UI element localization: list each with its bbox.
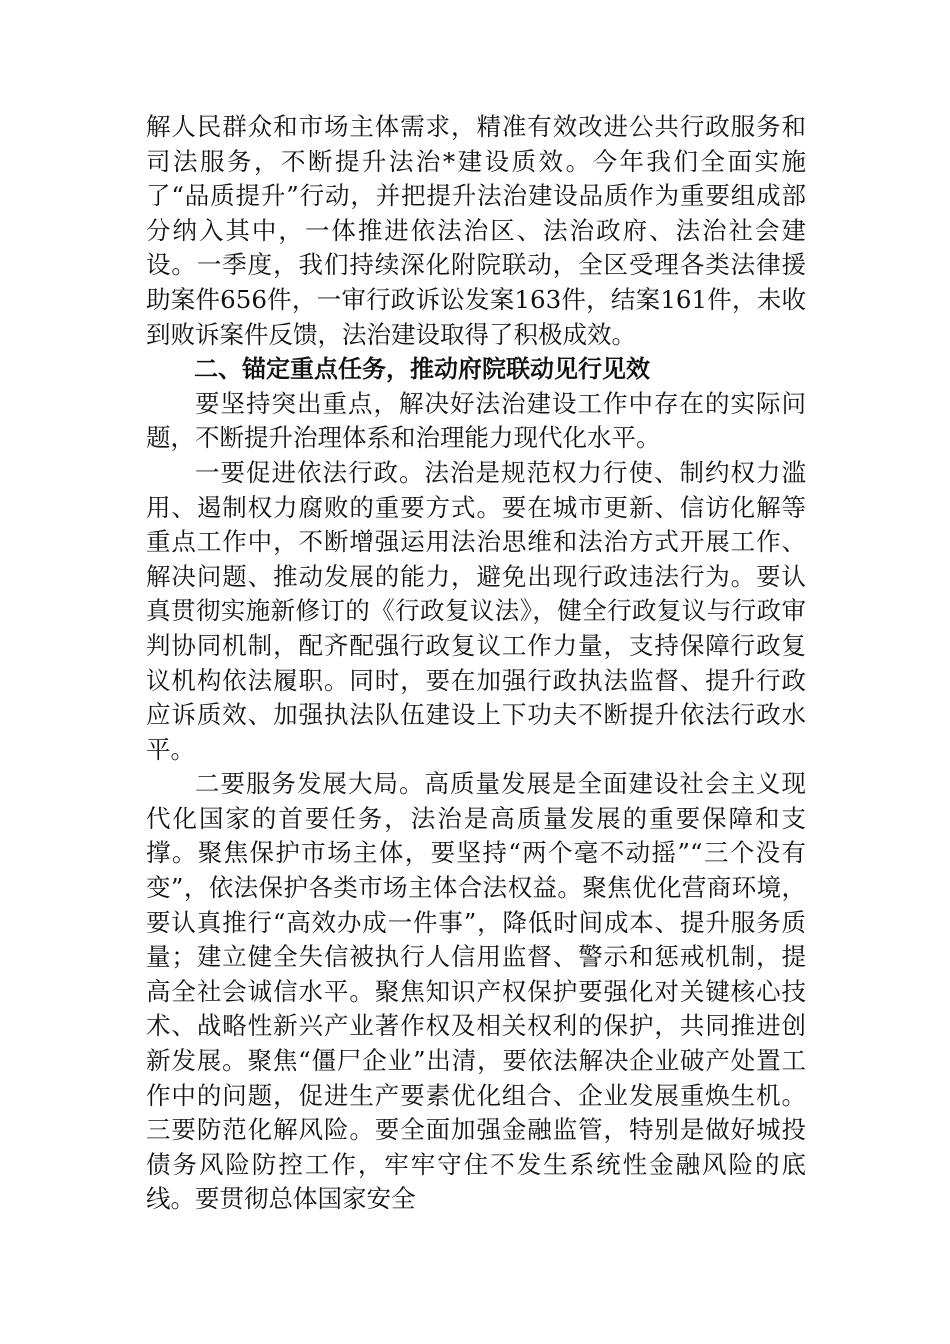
paragraph-administration: 一要促进依法行政。法治是规范权力行使、制约权力滥用、遏制权力腐败的重要方式。要在城市更新、信访化解等重点工作中，不断增强运用法治思维和法治方式开展工作、解决问题、推动发展的能力，避免出现行政违法行为。要认真贯彻实施新修订的《行政复议法》，健全行政复议与行政审判协同机制，配齐配强行政复议工作力量，支持保障行政复议机构依法履职。同时，要在加强行政执法监督、提升行政应诉质效、加强执法队伍建设上下功夫不断提升依法行政水平。 xyxy=(146,457,806,764)
document-body xyxy=(146,110,806,1217)
paragraph-continuation: 解人民群众和市场主体需求，精准有效改进公共行政服务和司法服务，不断提升法治*建设质效。今年我们全面实施了“品质提升”行动，并把提升法治建设品质作为重要组成部分纳入其中，一体推进依法治区、法治政府、法治社会建设。一季度，我们持续深化附院联动，全区受理各类法律援助案件656件，一审行政诉讼发案163件，结案161件，未收到败诉案件反馈，法治建设取得了积极成效。 xyxy=(146,112,806,349)
paragraph-development: 二要服务发展大局。高质量发展是全面建设社会主义现代化国家的首要任务，法治是高质量发展的重要保障和支撑。聚焦保护市场主体，要坚持“两个毫不动摇”“三个没有变”，依法保护各类市场主体合法权益。聚焦优化营商环境，要认真推行“高效办成一件事”，降低时间成本、提升服务质量；建立健全失信被执行人信用监督、警示和惩戒机制，提高全社会诚信水平。聚焦知识产权保护要强化对关键核心技术、战略性新兴产业著作权及相关权利的保护，共同推进创新发展。聚焦“僵尸企业”出清，要依法解决企业破产处置工作中的问题，促进生产要素优化组合、企业发展重焕生机。三要防范化解风险。要全面加强金融监管，特别是做好城投债务风险防控工作，牢牢守住不发生系统性金融风险的底线。要贯彻总体国家安全 xyxy=(146,769,806,1214)
paragraph-intro: 要坚持突出重点，解决好法治建设工作中存在的实际问题，不断提升治理体系和治理能力现代化水平。 xyxy=(146,388,806,453)
section-heading: 二、锚定重点任务，推动府院联动见行见效 xyxy=(194,355,650,384)
